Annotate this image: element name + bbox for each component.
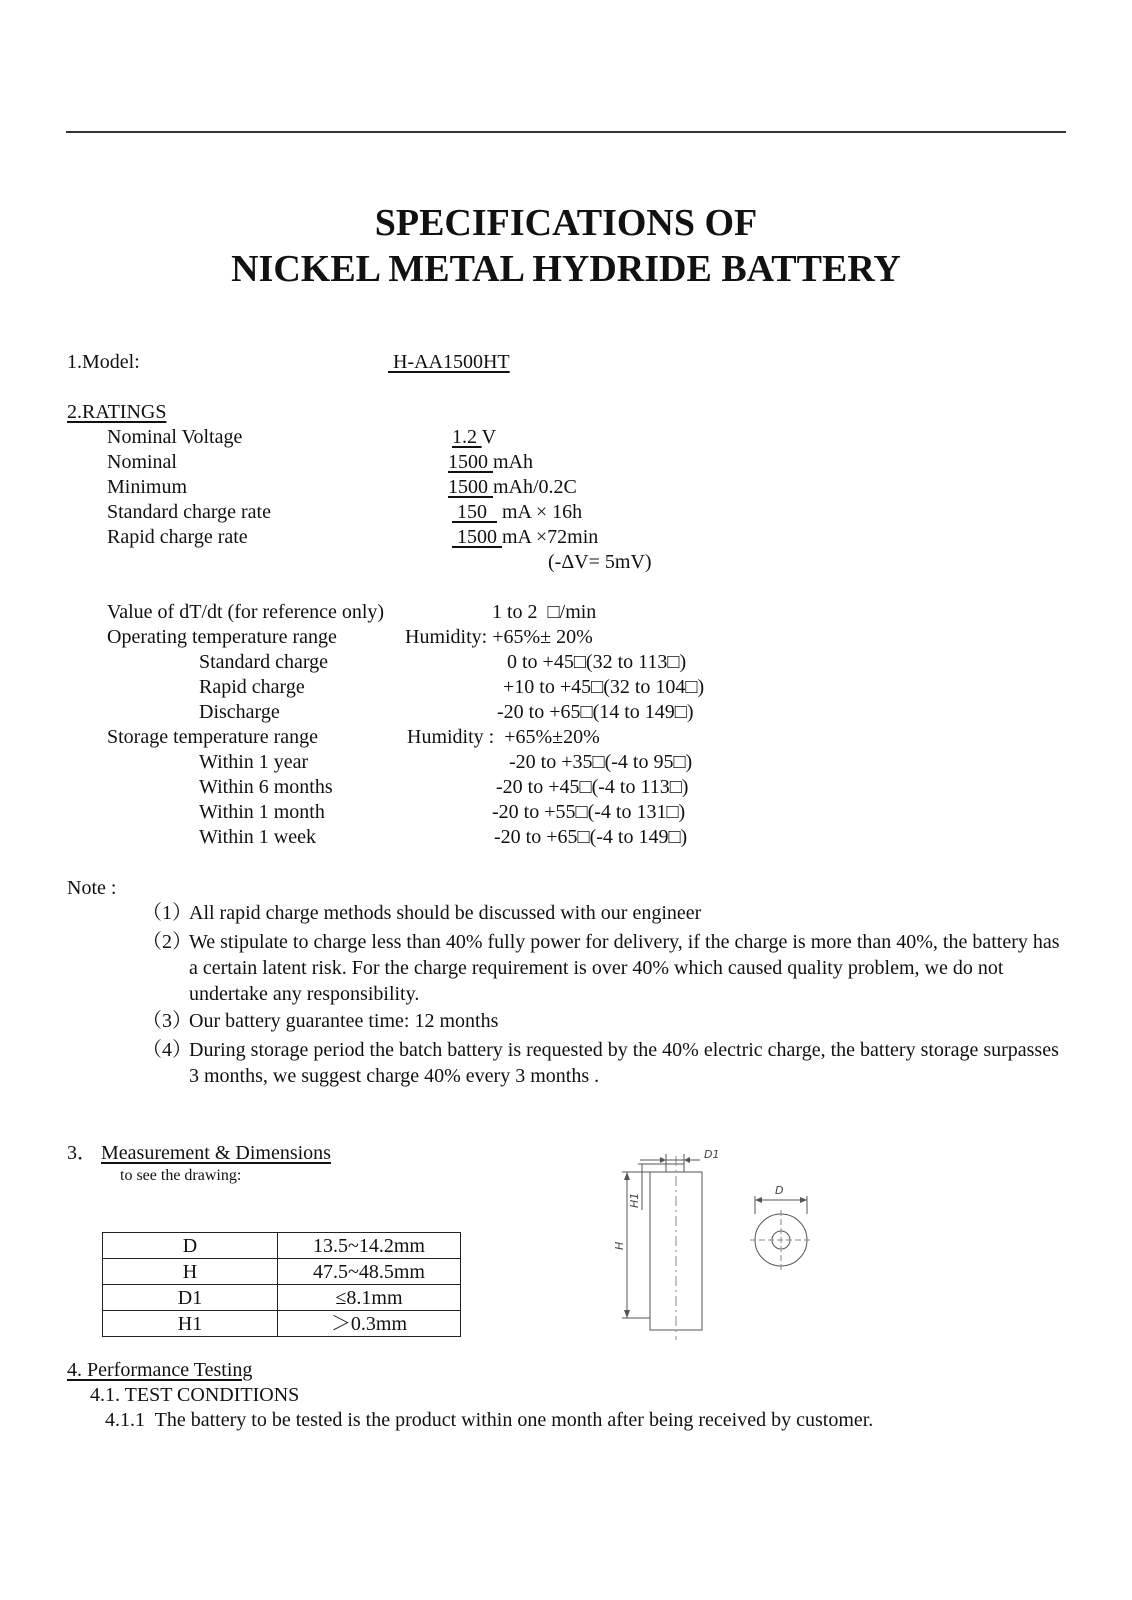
table-row	[103, 1233, 461, 1259]
note-number: （3）	[142, 1010, 192, 1032]
table-cell-value: ≤8.1mm	[278, 1285, 461, 1311]
temp-row-value: 0 to +45□(32 to 113□)	[507, 651, 687, 673]
rating-value	[448, 450, 533, 474]
dtdt-label: Value of dT/dt (for reference only)	[107, 601, 385, 623]
table-cell-value: 47.5~48.5mm	[278, 1259, 461, 1285]
temp-row-value: +10 to +45□(32 to 104□)	[503, 676, 705, 698]
measurement-subtext: to see the drawing:	[120, 1167, 242, 1184]
temp-row-value: -20 to +45□(-4 to 113□)	[496, 776, 689, 798]
ratings-heading: 2.RATINGS	[67, 401, 167, 423]
note-number: （4）	[142, 1039, 192, 1061]
dimensions-table	[102, 1232, 461, 1337]
battery-dimension-drawing	[600, 1150, 840, 1350]
title-line-2: NICKEL METAL HYDRIDE BATTERY	[231, 248, 901, 290]
rating-label: Nominal Voltage	[107, 426, 243, 448]
battery-terminal	[666, 1164, 684, 1172]
temp-row-label: Within 1 year	[199, 751, 309, 773]
delta-v-note: (-ΔV= 5mV)	[548, 551, 652, 573]
rating-value	[452, 425, 496, 449]
rating-value	[452, 525, 598, 549]
rating-value-underlined: 1500	[452, 526, 502, 548]
rating-value-unit: mAh/0.2C	[493, 476, 577, 498]
rating-value-unit: mA ×72min	[502, 526, 599, 548]
rating-label: Minimum	[107, 476, 188, 498]
table-cell-param: D1	[103, 1285, 278, 1311]
note-heading: Note :	[67, 877, 117, 899]
top-rule	[66, 131, 1066, 133]
rating-label: Nominal	[107, 451, 177, 473]
table-cell-param: H1	[103, 1311, 278, 1337]
rating-label: Rapid charge rate	[107, 526, 248, 548]
operating-humidity: Humidity: +65%± 20%	[405, 626, 593, 648]
table-cell-param: D	[103, 1233, 278, 1259]
rating-label: Standard charge rate	[107, 501, 271, 523]
table-cell-value: 13.5~14.2mm	[278, 1233, 461, 1259]
test-condition-item: 4.1.1 The battery to be tested is the product within one month after being received by customer.	[105, 1409, 874, 1431]
drawing-label-h: H	[613, 1241, 626, 1250]
model-label: 1.Model:	[67, 351, 140, 373]
drawing-label-h1: H1	[628, 1192, 641, 1208]
rating-value-underlined: 1.2	[452, 426, 482, 448]
rating-value-unit: mAh	[493, 451, 533, 473]
note-text: Our battery guarantee time: 12 months	[189, 1010, 499, 1032]
temp-row-label: Within 1 week	[199, 826, 316, 848]
rating-value	[452, 500, 582, 524]
test-conditions-heading: 4.1. TEST CONDITIONS	[90, 1384, 300, 1406]
model-value: H-AA1500HT	[388, 351, 510, 373]
note-number: （1）	[142, 902, 192, 924]
table-row	[103, 1311, 461, 1337]
temp-row-value: -20 to +65□(14 to 149□)	[497, 701, 694, 723]
table-cell-param: H	[103, 1259, 278, 1285]
storage-humidity: Humidity : +65%±20%	[407, 726, 600, 748]
drawing-label-d1: D1	[704, 1150, 720, 1161]
temp-row-value: -20 to +35□(-4 to 95□)	[509, 751, 693, 773]
note-text: During storage period the batch battery is requested by the 40% electric charge, the battery storage surpasses 3 months, we suggest charge 40% every 3 months .	[189, 1039, 1059, 1087]
note-text: We stipulate to charge less than 40% fully power for delivery, if the charge is more than 40%, the battery has a certain latent risk. For the charge requirement is over 40% which caused quality problem, we do not undertake any responsibility.	[189, 931, 1060, 1005]
temp-row-value: -20 to +65□(-4 to 149□)	[494, 826, 688, 848]
measurement-heading: Measurement & Dimensions	[101, 1142, 331, 1164]
title-line-1: SPECIFICATIONS OF	[374, 202, 758, 244]
operating-temp-label: Operating temperature range	[107, 626, 337, 648]
note-text: All rapid charge methods should be discussed with our engineer	[189, 902, 702, 924]
temp-row-value: -20 to +55□(-4 to 131□)	[492, 801, 686, 823]
rating-value-underlined: 1500	[448, 476, 493, 498]
rating-value-underlined: 150	[452, 501, 497, 523]
dtdt-value: 1 to 2 □/min	[492, 601, 597, 623]
rating-value-unit: mA × 16h	[497, 501, 583, 523]
temp-row-label: Rapid charge	[199, 676, 305, 698]
note-number: （2）	[142, 931, 192, 953]
drawing-label-d: D	[775, 1184, 784, 1197]
temp-row-label: Within 6 months	[199, 776, 333, 798]
temp-row-label: Within 1 month	[199, 801, 325, 823]
rating-value-unit: V	[481, 426, 497, 448]
measurement-number: 3．	[67, 1142, 97, 1164]
temp-row-label: Standard charge	[199, 651, 329, 673]
rating-value-underlined: 1500	[448, 451, 493, 473]
table-row	[103, 1285, 461, 1311]
storage-temp-label: Storage temperature range	[107, 726, 319, 748]
table-row	[103, 1259, 461, 1285]
temp-row-label: Discharge	[199, 701, 280, 723]
performance-heading: 4. Performance Testing	[67, 1359, 253, 1381]
rating-value	[448, 475, 577, 499]
table-cell-value: ＞0.3mm	[278, 1311, 461, 1337]
